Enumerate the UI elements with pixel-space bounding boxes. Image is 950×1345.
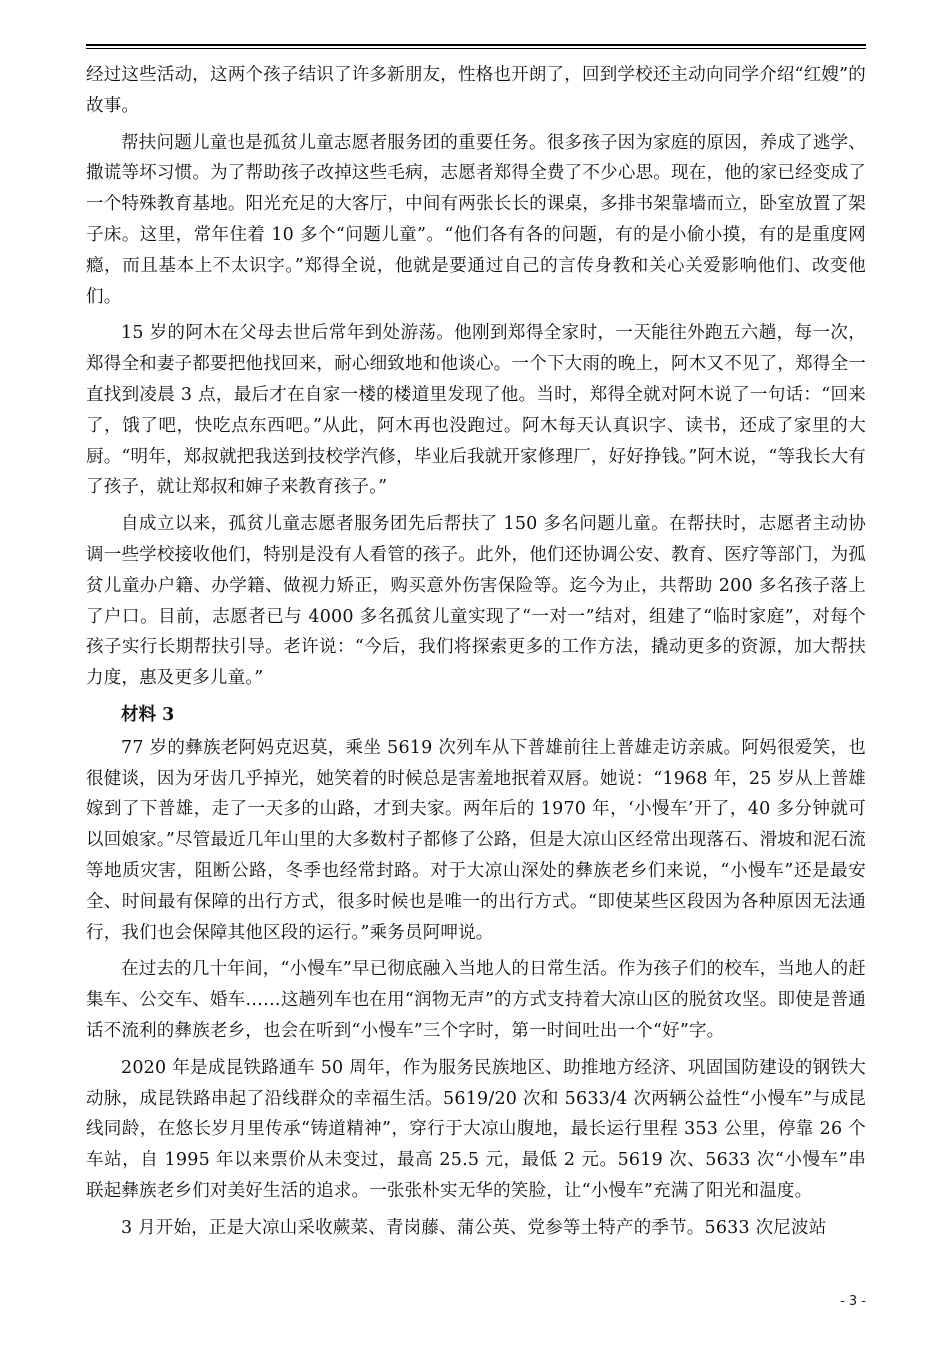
header-rule bbox=[86, 44, 866, 46]
paragraph: 3 月开始，正是大凉山采收蕨菜、青岗藤、蒲公英、党参等土特产的季节。5633 次尼波站 bbox=[121, 1217, 827, 1238]
paragraph: 自成立以来，孤贫儿童志愿者服务团先后帮扶了 150 多名问题儿童。在帮扶时，志愿者主动协调一些学校接收他们，特别是没有人看管的孩子。此外，他们还协调公安、教育、医疗等部门，为孤贫儿童办户籍、办学籍、做视力矫正，购买意外伤害保险等。迄今为止，共帮助 200 多名孩子落上了户口。目前，志愿者已与 4000 多名孤贫儿童实现了“一对一”结对，组建了“临时家庭”，对每个孩子实行长期帮扶引导。老许说：“今后，我们将探索更多的工作方法，撬动更多的资源，加大帮扶力度，惠及更多儿童。” bbox=[86, 514, 866, 689]
paragraph: 2020 年是成昆铁路通车 50 周年，作为服务民族地区、助推地方经济、巩固国防建设的钢铁大动脉，成昆铁路串起了沿线群众的幸福生活。5619/20 次和 5633/4 次两辆公益性“小慢车”与成昆线同龄，在悠长岁月里传承“铸道精神”，穿行于大凉山腹地，最长运行里程 353 公里，停靠 26 个车站，自 1995 年以来票价从未变过，最高 25.5 元，最低 2 元。5619 次、5633 次“小慢车”串联起彝族老乡们对美好生活的追求。一张张朴实无华的笑脸，让“小慢车”充满了阳光和温度。 bbox=[86, 1057, 866, 1201]
paragraph: 15 岁的阿木在父母去世后常年到处游荡。他刚到郑得全家时，一天能往外跑五六趟，每一次，郑得全和妻子都要把他找回来，耐心细致地和他谈心。一个下大雨的晚上，阿木又不见了，郑得全一直找到凌晨 3 点，最后才在自家一楼的楼道里发现了他。当时，郑得全就对阿木说了一句话：“回来了，饿了吧，快吃点东西吧。”从此，阿木再也没跑过。阿木每天认真识字、读书，还成了家里的大厨。“明年，郑叔就把我送到技校学汽修，毕业后我就开家修理厂，好好挣钱。”阿木说，“等我长大有了孩子，就让郑叔和婶子来教育孩子。” bbox=[86, 323, 866, 498]
paragraph: 经过这些活动，这两个孩子结识了许多新朋友，性格也开朗了，回到学校还主动向同学介绍“红嫂”的故事。 bbox=[86, 65, 866, 116]
section-heading: 材料 3 bbox=[121, 704, 175, 725]
paragraph: 帮扶问题儿童也是孤贫儿童志愿者服务团的重要任务。很多孩子因为家庭的原因，养成了逃学、撒谎等坏习惯。为了帮助孩子改掉这些毛病，志愿者郑得全费了不少心思。现在，他的家已经变成了一个特殊教育基地。阳光充足的大客厅，中间有两张长长的课桌，多排书架靠墙而立，卧室放置了架子床。这里，常年住着 10 多个“问题儿童”。“他们各有各的问题，有的是小偷小摸，有的是重度网瘾，而且基本上不太识字。”郑得全说，他就是要通过自己的言传身教和关心关爱影响他们、改变他们。 bbox=[86, 132, 866, 307]
page-number: - 3 - bbox=[840, 1294, 866, 1309]
paragraph: 在过去的几十年间，“小慢车”早已彻底融入当地人的日常生活。作为孩子们的校车，当地人的赶集车、公交车、婚车……这趟列车也在用“润物无声”的方式支持着大凉山区的脱贫攻坚。即使是普通话不流利的彝族老乡，也会在听到“小慢车”三个字时，第一时间吐出一个“好”字。 bbox=[86, 959, 866, 1041]
paragraph: 77 岁的彝族老阿妈克迟莫，乘坐 5619 次列车从下普雄前往上普雄走访亲戚。阿妈很爱笑，也很健谈，因为牙齿几乎掉光，她笑着的时候总是害羞地抿着双唇。她说：“1968 年，25 岁从上普雄嫁到了下普雄，走了一天多的山路，才到夫家。两年后的 1970 年，‘小慢车’开了，40 多分钟就可以回娘家。”尽管最近几年山里的大多数村子都修了公路，但是大凉山区经常出现落石、滑坡和泥石流等地质灾害，阻断公路，冬季也经常封路。对于大凉山深处的彝族老乡们来说，“小慢车”还是最安全、时间最有保障的出行方式，很多时候也是唯一的出行方式。“即使某些区段因为各种原因无法通行，我们也会保障其他区段的运行。”乘务员阿呷说。 bbox=[86, 737, 866, 943]
body-text bbox=[86, 60, 866, 1249]
